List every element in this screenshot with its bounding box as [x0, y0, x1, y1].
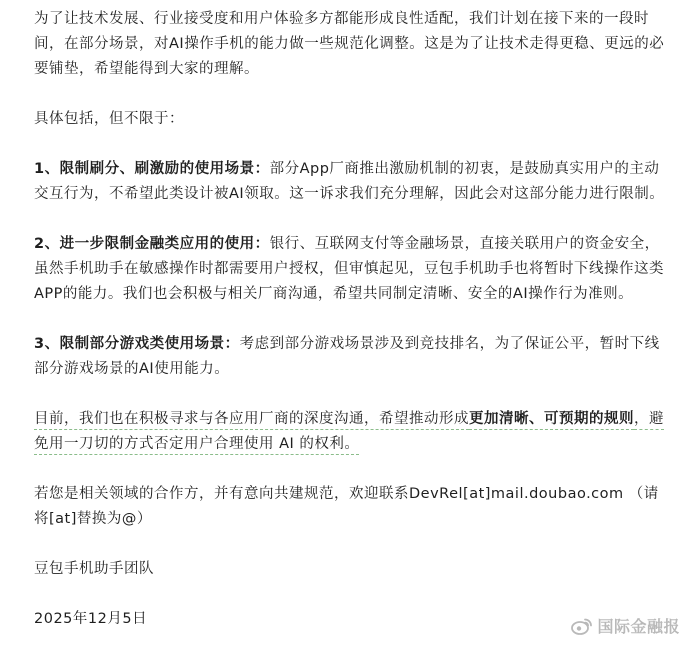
current-text-bold: 更加清晰、可预期的规则	[469, 411, 634, 430]
list-item-1-body: 部分App厂商推出激励机制的初衷，是鼓励真实用户的主动交互行为，不希望此类设计被AI领取。这一诉求我们充分理解，因此会对这部分能力进行限制。	[34, 161, 665, 202]
document-body	[34, 0, 666, 632]
list-item-3-title: 3、限制部分游戏类使用场景：	[34, 336, 240, 352]
paragraph-contact: 若您是相关领域的合作方，并有意向共建规范，欢迎联系DevRel[at]mail.doubao.com （请将[at]替换为@）	[34, 486, 659, 527]
list-item-1	[34, 157, 666, 207]
watermark	[571, 614, 680, 637]
watermark-text: 国际金融报	[597, 617, 680, 636]
paragraph-intro: 为了让技术发展、行业接受度和用户体验多方都能形成良性适配，我们计划在接下来的一段时间，在部分场景，对AI操作手机的能力做一些规范化调整。这是为了让技术走得更稳、更远的必要铺垫，希望能得到大家的理解。	[34, 11, 665, 77]
list-item-1-title: 1、限制刷分、刷激励的使用场景：	[34, 161, 270, 177]
paragraph-list-intro: 具体包括，但不限于：	[34, 111, 184, 127]
signature: 豆包手机助手团队	[34, 561, 154, 577]
date: 2025年12月5日	[34, 611, 148, 627]
list-item-2-title: 2、进一步限制金融类应用的使用：	[34, 236, 270, 252]
list-item-3	[34, 332, 666, 382]
weibo-icon	[571, 617, 593, 635]
current-text-before: 目前，我们也在积极寻求与各应用厂商的深度沟通，希望推动形成	[34, 411, 469, 430]
list-item-2	[34, 232, 666, 307]
list-item-3-body: 考虑到部分游戏场景涉及到竞技排名，为了保证公平，暂时下线部分游戏场景的AI使用能力。	[34, 336, 660, 377]
list-item-2-body: 银行、互联网支付等金融场景，直接关联用户的资金安全，虽然手机助手在敏感操作时都需要用户授权，但审慎起见，豆包手机助手也将暂时下线操作这类APP的能力。我们也会积极与相关厂商沟通，希望共同制定清晰、安全的AI操作行为准则。	[34, 236, 664, 302]
paragraph-current	[34, 407, 666, 457]
current-text-after: ，避免用一刀切的方式否定用户合理使用 AI 的权利。	[34, 411, 664, 455]
